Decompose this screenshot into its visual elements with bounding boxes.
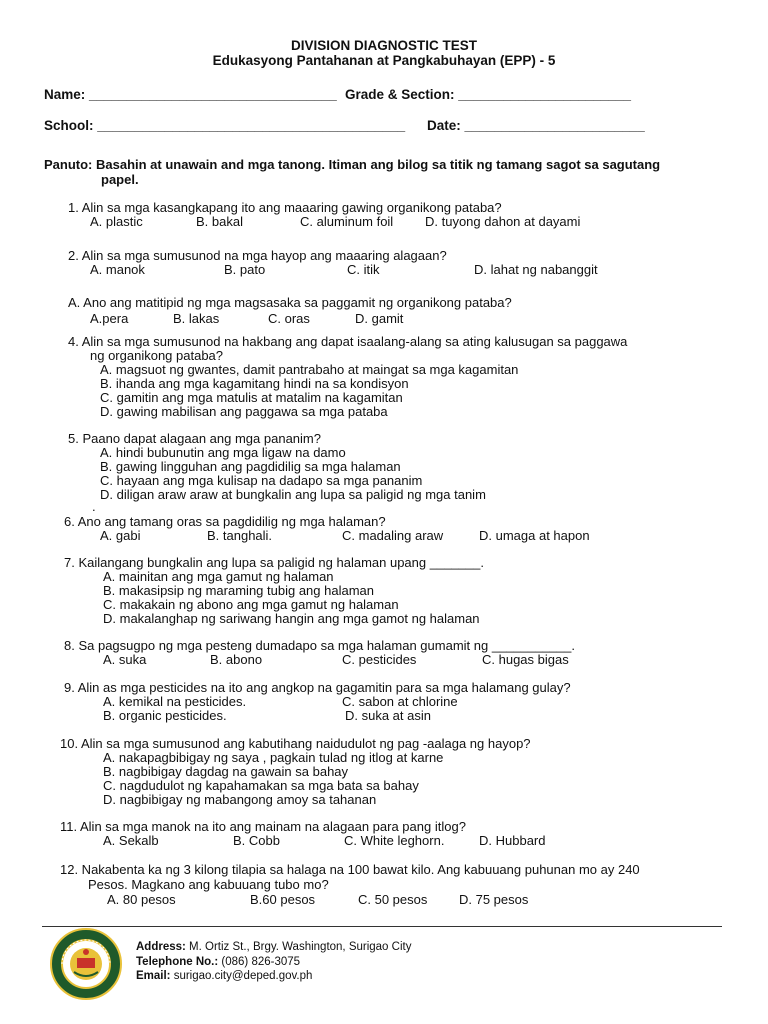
question-1-choice-b: B. bakal [196, 214, 243, 229]
question-2-stem: 2. Alin sa mga sumusunod na mga hayop ang maaaring alagaan? [68, 248, 447, 263]
email-value: surigao.city@deped.gov.ph [170, 970, 313, 982]
question-12-choice-b: B.60 pesos [250, 892, 316, 907]
question-8-stem: 8. Sa pagsugpo ng mga pesteng dumadapo sa mga halaman gumamit ng ___________. [64, 638, 575, 653]
question-2-choice-c: C. itik [347, 262, 380, 277]
question-2-choice-b: B. pato [224, 262, 266, 277]
question-6-choice-c: C. madaling araw [342, 528, 444, 543]
address-value: M. Ortiz St., Brgy. Washington, Surigao City [185, 941, 412, 953]
question-12-choice-a: A. 80 pesos [107, 892, 176, 907]
address-label: Address: [136, 941, 186, 953]
question-7-choice-c: C. makakain ng abono ang mga gamut ng halaman [103, 597, 399, 612]
question-9-choice-c: C. sabon at chlorine [342, 694, 458, 709]
question-1-choice-d: D. tuyong dahon at dayami [425, 214, 581, 229]
name-field: Name: _________________________________ [44, 87, 337, 102]
footer-email [136, 970, 312, 982]
test-title: DIVISION DIAGNOSTIC TEST [290, 38, 477, 53]
stray-period: . [92, 499, 96, 514]
grade-section-field: Grade & Section: _______________________ [345, 87, 631, 102]
question-10-choice-b: B. nagbibigay dagdag na gawain sa bahay [103, 764, 349, 779]
question-7-choice-b: B. makasipsip ng maraming tubig ang halaman [103, 583, 374, 598]
question-9-choice-a: A. kemikal na pesticides. [103, 694, 247, 709]
question-10-choice-d: D. nagbibigay ng mabangong amoy sa tahanan [103, 792, 377, 807]
question-7-choice-a: A. mainitan ang mga gamut ng halaman [103, 569, 334, 584]
question-4-stem-line1: 4. Alin sa mga sumusunod na hakbang ang dapat isaalang-alang sa ating kalusugan sa paggawa [68, 334, 628, 349]
test-subtitle: Edukasyong Pantahanan at Pangkabuhayan (EPP) - 5 [212, 53, 556, 68]
question-8-choice-d: C. hugas bigas [482, 652, 569, 667]
question-3-choice-d: D. gamit [355, 311, 404, 326]
question-6-choice-b: B. tanghali. [207, 528, 273, 543]
question-9-choice-d: D. suka at asin [345, 708, 431, 723]
question-12-stem-line2: Pesos. Magkano ang kabuuang tubo mo? [88, 877, 329, 892]
question-2-choice-a: A. manok [90, 262, 145, 277]
question-7-stem: 7. Kailangang bungkalin ang lupa sa paligid ng halaman upang _______. [64, 555, 484, 570]
question-1-stem: 1. Alin sa mga kasangkapang ito ang maaaring gawing organikong pataba? [68, 200, 502, 215]
question-4-stem-line2: ng organikong pataba? [90, 348, 224, 363]
question-2-choice-d: D. lahat ng nabanggit [474, 262, 598, 277]
question-8-choice-c: C. pesticides [342, 652, 417, 667]
question-12-choice-c: C. 50 pesos [358, 892, 428, 907]
question-6-choice-a: A. gabi [100, 528, 141, 543]
question-11-stem: 11. Alin sa mga manok na ito ang mainam na alagaan para pang itlog? [60, 819, 466, 834]
question-10-choice-c: C. nagdudulot ng kapahamakan sa mga bata sa bahay [103, 778, 419, 793]
question-5-choice-c: C. hayaan ang mga kulisap na dadapo sa mga pananim [100, 473, 423, 488]
question-10-stem: 10. Alin sa mga sumusunod ang kabutihang naidudulot ng pag -aalaga ng hayop? [60, 736, 531, 751]
question-10-choice-a: A. nakapagbibigay ng saya , pagkain tulad ng itlog at karne [103, 750, 444, 765]
question-9-choice-b: B. organic pesticides. [103, 708, 227, 723]
question-11-choice-b: B. Cobb [233, 833, 280, 848]
question-1-choice-c: C. aluminum foil [300, 214, 394, 229]
email-label: Email: [136, 970, 171, 982]
question-12-stem-line1: 12. Nakabenta ka ng 3 kilong tilapia sa halaga na 100 bawat kilo. Ang kabuuang puhunan mo ay 240 [60, 862, 640, 877]
footer-telephone [136, 956, 300, 968]
question-3-choice-a: A.pera [90, 311, 129, 326]
question-1-choice-a: A. plastic [90, 214, 143, 229]
question-7-choice-d: D. makalanghap ng sariwang hangin ang mga gamot ng halaman [103, 611, 480, 626]
date-field: Date: ________________________ [427, 118, 645, 133]
question-3-stem: A. Ano ang matitipid ng mga magsasaka sa paggamit ng organikong pataba? [68, 295, 512, 310]
question-6-stem: 6. Ano ang tamang oras sa pagdidilig ng mga halaman? [64, 514, 386, 529]
question-11-choice-a: A. Sekalb [103, 833, 159, 848]
question-8-choice-b: B. abono [210, 652, 263, 667]
question-4-choice-b: B. ihanda ang mga kagamitang hindi na sa kondisyon [100, 376, 409, 391]
question-3-choice-b: B. lakas [173, 311, 220, 326]
question-5-choice-d: D. diligan araw araw at bungkalin ang lupa sa paligid ng mga tanim [100, 487, 486, 502]
question-9-stem: 9. Alin as mga pesticides na ito ang angkop na gagamitin para sa mga halamang gulay? [64, 680, 571, 695]
telephone-value: (086) 826-3075 [218, 956, 301, 968]
telephone-label: Telephone No.: [136, 956, 219, 968]
instructions-line1: Panuto: Basahin at unawain and mga tanong. Itiman ang bilog sa titik ng tamang sagot sa sagutang [44, 157, 661, 172]
question-11-choice-d: D. Hubbard [479, 833, 546, 848]
instructions-line2: papel. [101, 172, 139, 187]
footer-address [136, 941, 411, 953]
footer-divider [42, 926, 722, 927]
question-6-choice-d: D. umaga at hapon [479, 528, 590, 543]
question-5-stem: 5. Paano dapat alagaan ang mga pananim? [68, 431, 321, 446]
question-4-choice-a: A. magsuot ng gwantes, damit pantrabaho at maingat sa mga kagamitan [100, 362, 519, 377]
division-seal-logo [50, 928, 122, 1000]
school-field: School: _________________________________________ [44, 118, 406, 133]
question-4-choice-c: C. gamitin ang mga matulis at matalim na kagamitan [100, 390, 403, 405]
question-4-choice-d: D. gawing mabilisan ang paggawa sa mga pataba [100, 404, 388, 419]
question-3-choice-c: C. oras [268, 311, 310, 326]
question-5-choice-b: B. gawing lingguhan ang pagdidilig sa mga halaman [100, 459, 401, 474]
question-8-choice-a: A. suka [103, 652, 147, 667]
question-12-choice-d: D. 75 pesos [459, 892, 529, 907]
question-11-choice-c: C. White leghorn. [344, 833, 445, 848]
question-5-choice-a: A. hindi bubunutin ang mga ligaw na damo [100, 445, 346, 460]
